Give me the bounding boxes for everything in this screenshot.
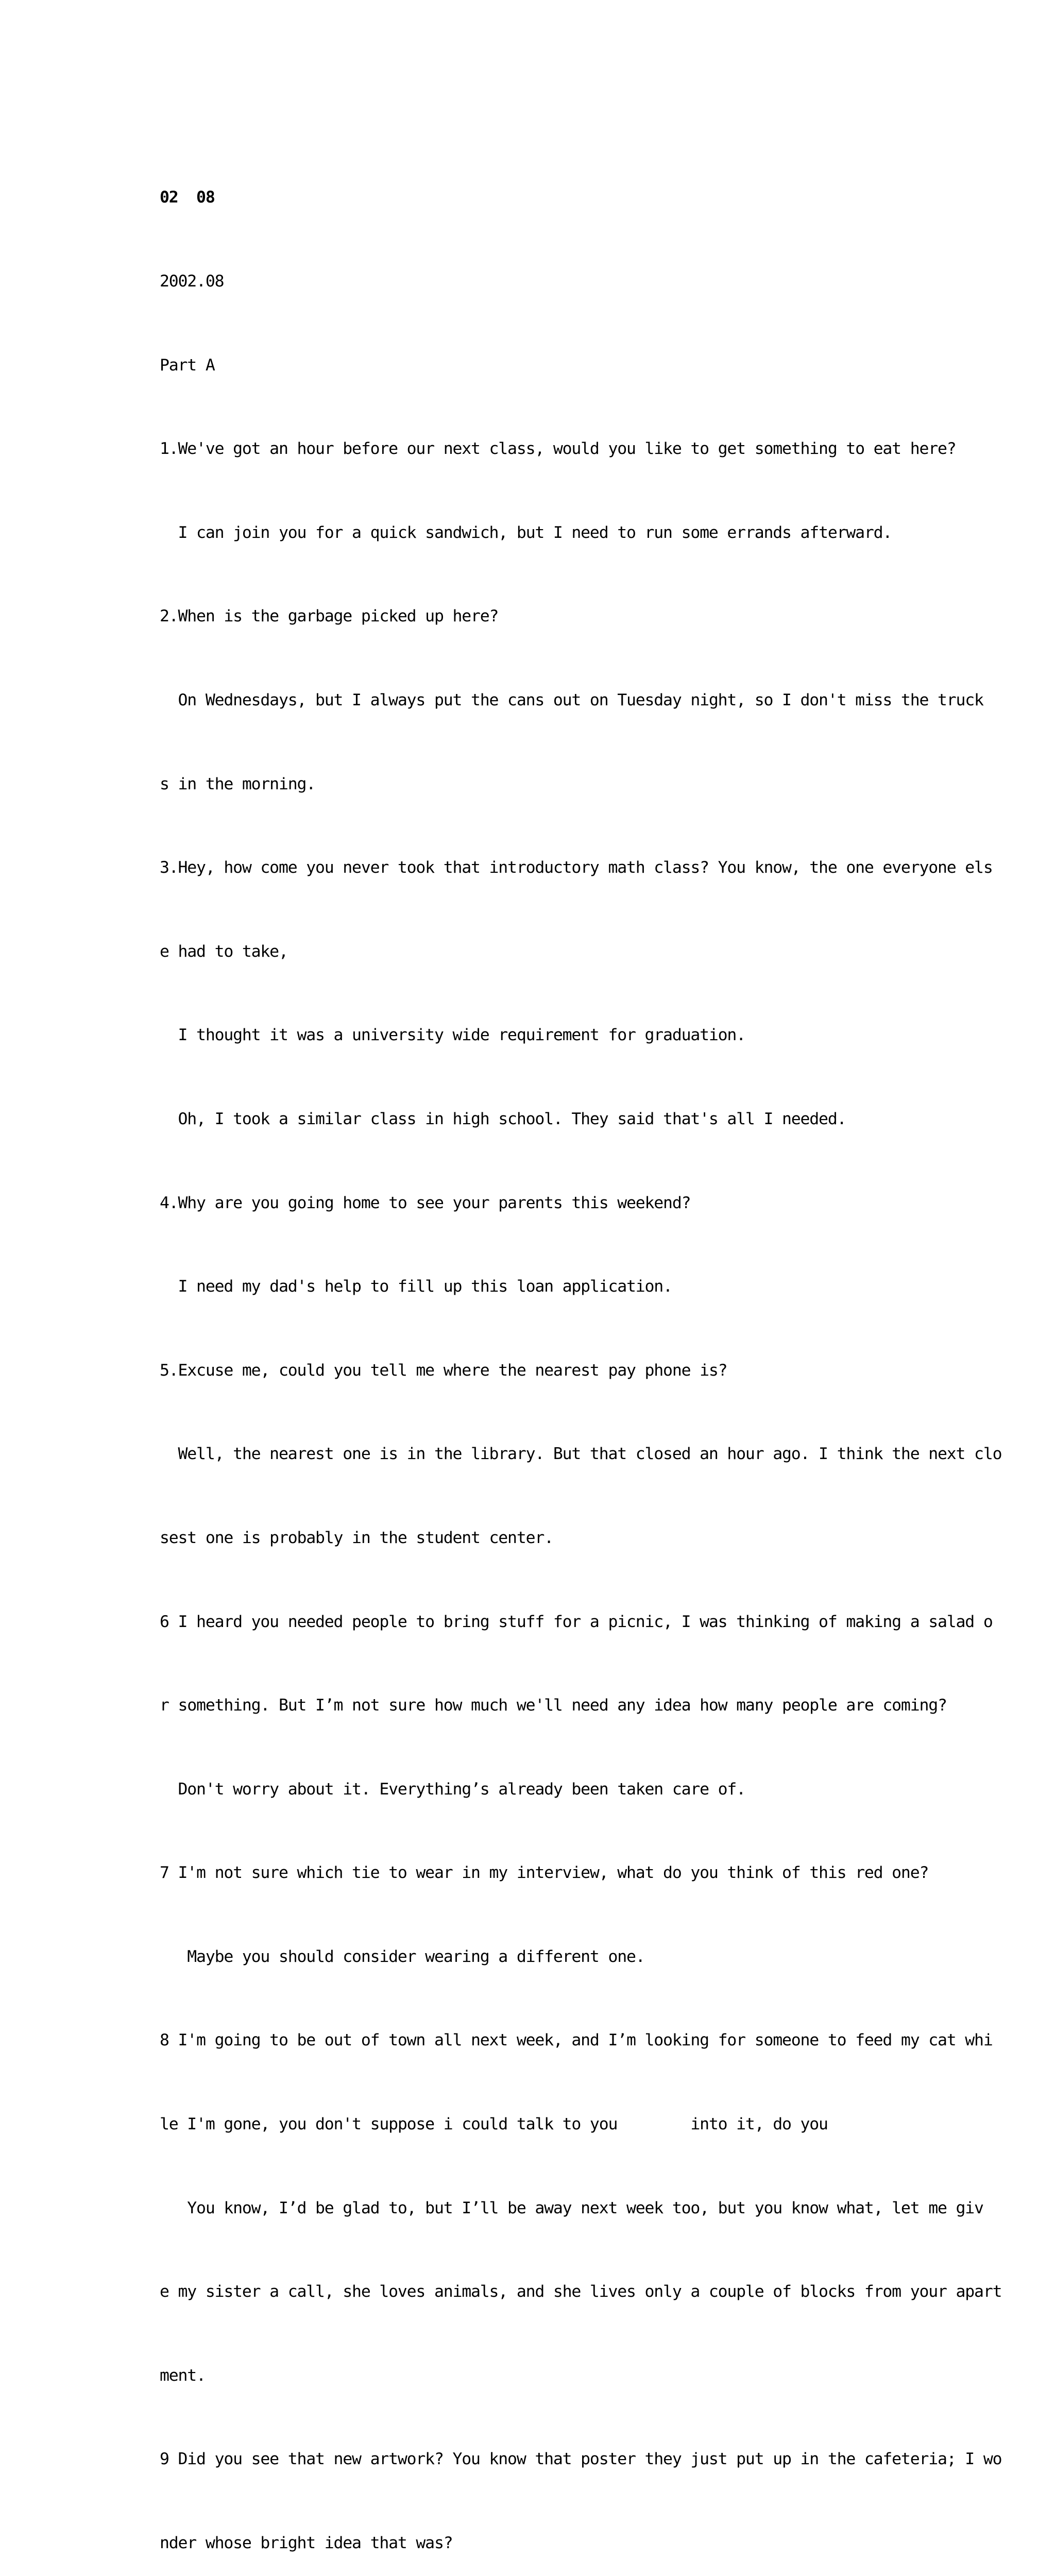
text-line: s in the morning.: [160, 774, 315, 793]
text-line: Maybe you should consider wearing a different one.: [160, 1947, 645, 1966]
text-line: nder whose bright idea that was?: [160, 2534, 453, 2553]
text-line: 5.Excuse me, could you tell me where the nearest pay phone is?: [160, 1361, 727, 1380]
text-line: I thought it was a university wide requirement for graduation.: [160, 1026, 745, 1045]
document-page: [160, 128, 1002, 2576]
text-line: 7 I'm not sure which tie to wear in my interview, what do you think of this red one?: [160, 1863, 929, 1883]
text-line: Don't worry about it. Everything’s already been taken care of.: [160, 1780, 745, 1799]
document-title: 02 08: [160, 188, 215, 207]
text-line: 1.We've got an hour before our next class, would you like to get something to eat here?: [160, 439, 956, 459]
text-line: 8 I'm going to be out of town all next week, and I’m looking for someone to feed my cat whi: [160, 2031, 993, 2050]
text-line: 9 Did you see that new artwork? You know that poster they just put up in the cafeteria; I wo: [160, 2450, 1002, 2469]
text-line: 2.When is the garbage picked up here?: [160, 607, 499, 626]
text-line: ment.: [160, 2366, 206, 2385]
text-line: I need my dad's help to fill up this loan application.: [160, 1277, 672, 1296]
text-line: Well, the nearest one is in the library. But that closed an hour ago. I think the next clo: [160, 1445, 1002, 1464]
text-line: 6 I heard you needed people to bring stuff for a picnic, I was thinking of making a salad o: [160, 1612, 993, 1631]
text-line: r something. But I’m not sure how much we'll need any idea how many people are coming?: [160, 1696, 947, 1715]
text-line: I can join you for a quick sandwich, but I need to run some errands afterward.: [160, 523, 892, 542]
text-line: Oh, I took a similar class in high school. They said that's all I needed.: [160, 1109, 846, 1128]
text-line: e my sister a call, she loves animals, and she lives only a couple of blocks from your apart: [160, 2282, 1002, 2301]
text-line: On Wednesdays, but I always put the cans out on Tuesday night, so I don't miss the truck: [160, 690, 983, 709]
text-line: 3.Hey, how come you never took that introductory math class? You know, the one everyone els: [160, 858, 993, 877]
text-line: sest one is probably in the student center.: [160, 1528, 553, 1547]
text-line: le I'm gone, you don't suppose i could talk to you into it, do you: [160, 2115, 828, 2134]
text-line: e had to take,: [160, 942, 288, 961]
document-date: 2002.08: [160, 272, 224, 291]
text-line: You know, I’d be glad to, but I’ll be away next week too, but you know what, let me giv: [160, 2198, 983, 2217]
section-heading: Part A: [160, 355, 215, 375]
text-line: 4.Why are you going home to see your parents this weekend?: [160, 1193, 691, 1212]
